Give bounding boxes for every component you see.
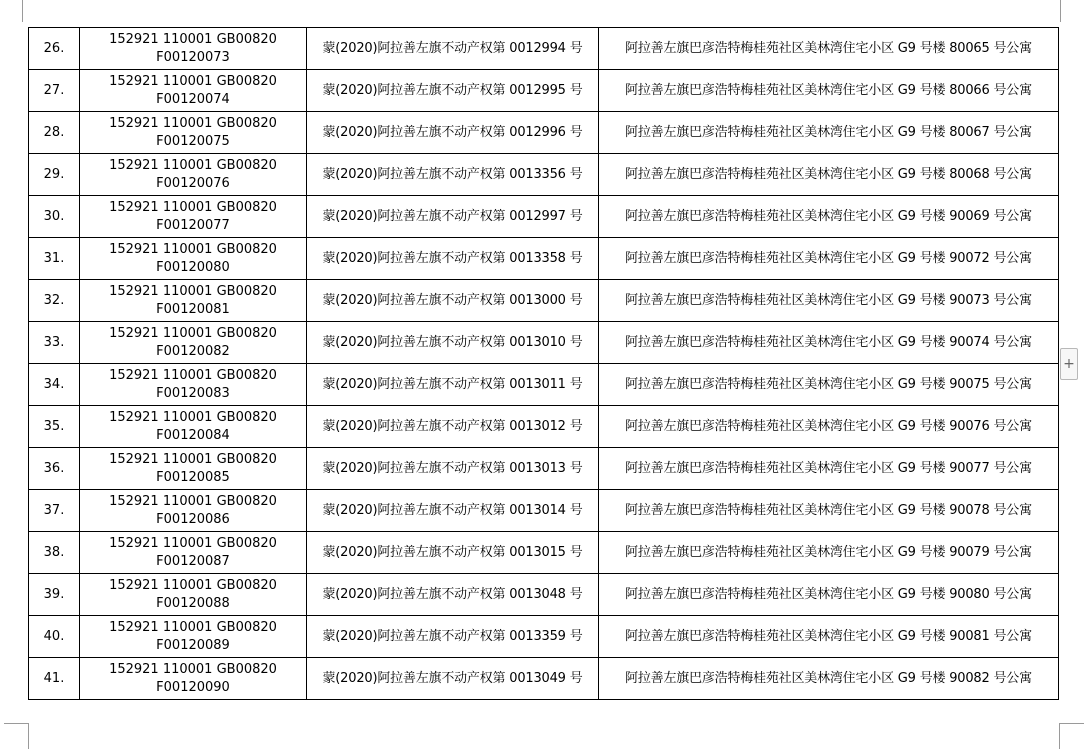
row-number-cell[interactable]: 40. (29, 616, 80, 658)
row-number-cell[interactable]: 27. (29, 70, 80, 112)
row-number-cell[interactable]: 29. (29, 154, 80, 196)
unit-code-cell[interactable] (80, 196, 307, 238)
certificate-number-cell[interactable]: 蒙(2020)阿拉善左旗不动产权第 0013014 号 (307, 490, 599, 532)
table-row (29, 658, 1059, 700)
table-row (29, 616, 1059, 658)
property-address-cell[interactable]: 阿拉善左旗巴彦浩特梅桂苑社区美林湾住宅小区 G9 号楼 90075 号公寓 (599, 364, 1059, 406)
table-row (29, 280, 1059, 322)
row-number-cell[interactable]: 31. (29, 238, 80, 280)
unit-code-line-1: 152921 110001 GB00820 (109, 661, 277, 677)
unit-code-line-1: 152921 110001 GB00820 (109, 367, 277, 383)
property-address-cell[interactable]: 阿拉善左旗巴彦浩特梅桂苑社区美林湾住宅小区 G9 号楼 80068 号公寓 (599, 154, 1059, 196)
crop-mark-top-right (1060, 0, 1061, 22)
unit-code-line-2: F00120076 (156, 175, 230, 191)
property-address-cell[interactable]: 阿拉善左旗巴彦浩特梅桂苑社区美林湾住宅小区 G9 号楼 90072 号公寓 (599, 238, 1059, 280)
unit-code-line-1: 152921 110001 GB00820 (109, 157, 277, 173)
table-row (29, 154, 1059, 196)
row-number-cell[interactable]: 34. (29, 364, 80, 406)
row-number-cell[interactable]: 36. (29, 448, 80, 490)
unit-code-line-1: 152921 110001 GB00820 (109, 283, 277, 299)
table-body (29, 28, 1059, 700)
unit-code-line-1: 152921 110001 GB00820 (109, 31, 277, 47)
unit-code-cell[interactable] (80, 112, 307, 154)
unit-code-line-2: F00120077 (156, 217, 230, 233)
table-row (29, 112, 1059, 154)
unit-code-line-1: 152921 110001 GB00820 (109, 409, 277, 425)
certificate-number-cell[interactable]: 蒙(2020)阿拉善左旗不动产权第 0013356 号 (307, 154, 599, 196)
row-number-cell[interactable]: 32. (29, 280, 80, 322)
table-row (29, 70, 1059, 112)
certificate-number-cell[interactable]: 蒙(2020)阿拉善左旗不动产权第 0012994 号 (307, 28, 599, 70)
unit-code-line-2: F00120081 (156, 301, 230, 317)
unit-code-cell[interactable] (80, 616, 307, 658)
unit-code-line-2: F00120087 (156, 553, 230, 569)
property-address-cell[interactable]: 阿拉善左旗巴彦浩特梅桂苑社区美林湾住宅小区 G9 号楼 80066 号公寓 (599, 70, 1059, 112)
row-number-cell[interactable]: 41. (29, 658, 80, 700)
unit-code-cell[interactable] (80, 28, 307, 70)
property-record-table (28, 27, 1059, 700)
unit-code-line-2: F00120080 (156, 259, 230, 275)
certificate-number-cell[interactable]: 蒙(2020)阿拉善左旗不动产权第 0012997 号 (307, 196, 599, 238)
unit-code-line-1: 152921 110001 GB00820 (109, 451, 277, 467)
row-number-cell[interactable]: 38. (29, 532, 80, 574)
unit-code-cell[interactable] (80, 448, 307, 490)
table-row (29, 196, 1059, 238)
row-number-cell[interactable]: 28. (29, 112, 80, 154)
row-number-cell[interactable]: 26. (29, 28, 80, 70)
crop-mark-bottom-right (1059, 723, 1060, 749)
unit-code-cell[interactable] (80, 238, 307, 280)
crop-mark-bottom-left (28, 723, 29, 749)
crop-mark-bottom-left (4, 723, 28, 724)
crop-mark-bottom-right (1060, 723, 1084, 724)
unit-code-cell[interactable] (80, 154, 307, 196)
row-number-cell[interactable]: 35. (29, 406, 80, 448)
property-address-cell[interactable]: 阿拉善左旗巴彦浩特梅桂苑社区美林湾住宅小区 G9 号楼 80065 号公寓 (599, 28, 1059, 70)
certificate-number-cell[interactable]: 蒙(2020)阿拉善左旗不动产权第 0013000 号 (307, 280, 599, 322)
certificate-number-cell[interactable]: 蒙(2020)阿拉善左旗不动产权第 0013358 号 (307, 238, 599, 280)
unit-code-line-1: 152921 110001 GB00820 (109, 241, 277, 257)
certificate-number-cell[interactable]: 蒙(2020)阿拉善左旗不动产权第 0013012 号 (307, 406, 599, 448)
unit-code-line-2: F00120074 (156, 91, 230, 107)
unit-code-line-1: 152921 110001 GB00820 (109, 535, 277, 551)
certificate-number-cell[interactable]: 蒙(2020)阿拉善左旗不动产权第 0013011 号 (307, 364, 599, 406)
unit-code-cell[interactable] (80, 574, 307, 616)
unit-code-line-2: F00120088 (156, 595, 230, 611)
table-row (29, 490, 1059, 532)
table-row (29, 364, 1059, 406)
unit-code-line-1: 152921 110001 GB00820 (109, 199, 277, 215)
unit-code-cell[interactable] (80, 532, 307, 574)
unit-code-line-2: F00120086 (156, 511, 230, 527)
unit-code-cell[interactable] (80, 406, 307, 448)
table-row (29, 574, 1059, 616)
unit-code-line-2: F00120082 (156, 343, 230, 359)
crop-mark-top-left (22, 0, 23, 22)
unit-code-cell[interactable] (80, 490, 307, 532)
certificate-number-cell[interactable]: 蒙(2020)阿拉善左旗不动产权第 0013010 号 (307, 322, 599, 364)
property-address-cell[interactable]: 阿拉善左旗巴彦浩特梅桂苑社区美林湾住宅小区 G9 号楼 90073 号公寓 (599, 280, 1059, 322)
certificate-number-cell[interactable]: 蒙(2020)阿拉善左旗不动产权第 0013013 号 (307, 448, 599, 490)
certificate-number-cell[interactable]: 蒙(2020)阿拉善左旗不动产权第 0013359 号 (307, 616, 599, 658)
certificate-number-cell[interactable]: 蒙(2020)阿拉善左旗不动产权第 0012995 号 (307, 70, 599, 112)
unit-code-line-2: F00120075 (156, 133, 230, 149)
property-address-cell[interactable]: 阿拉善左旗巴彦浩特梅桂苑社区美林湾住宅小区 G9 号楼 90069 号公寓 (599, 196, 1059, 238)
row-number-cell[interactable]: 37. (29, 490, 80, 532)
property-address-cell[interactable]: 阿拉善左旗巴彦浩特梅桂苑社区美林湾住宅小区 G9 号楼 90074 号公寓 (599, 322, 1059, 364)
table-row (29, 28, 1059, 70)
unit-code-line-1: 152921 110001 GB00820 (109, 493, 277, 509)
unit-code-cell[interactable] (80, 280, 307, 322)
unit-code-cell[interactable] (80, 658, 307, 700)
table-add-row-button[interactable] (1060, 348, 1078, 380)
property-address-cell[interactable]: 阿拉善左旗巴彦浩特梅桂苑社区美林湾住宅小区 G9 号楼 90078 号公寓 (599, 490, 1059, 532)
plus-icon: + (1063, 356, 1075, 372)
unit-code-line-2: F00120089 (156, 637, 230, 653)
property-address-cell[interactable]: 阿拉善左旗巴彦浩特梅桂苑社区美林湾住宅小区 G9 号楼 90081 号公寓 (599, 616, 1059, 658)
table-row (29, 532, 1059, 574)
property-address-cell[interactable]: 阿拉善左旗巴彦浩特梅桂苑社区美林湾住宅小区 G9 号楼 90082 号公寓 (599, 658, 1059, 700)
row-number-cell[interactable]: 33. (29, 322, 80, 364)
table-row (29, 322, 1059, 364)
unit-code-line-1: 152921 110001 GB00820 (109, 619, 277, 635)
unit-code-cell[interactable] (80, 70, 307, 112)
certificate-number-cell[interactable]: 蒙(2020)阿拉善左旗不动产权第 0013015 号 (307, 532, 599, 574)
property-address-cell[interactable]: 阿拉善左旗巴彦浩特梅桂苑社区美林湾住宅小区 G9 号楼 90077 号公寓 (599, 448, 1059, 490)
certificate-number-cell[interactable]: 蒙(2020)阿拉善左旗不动产权第 0012996 号 (307, 112, 599, 154)
unit-code-line-1: 152921 110001 GB00820 (109, 325, 277, 341)
unit-code-line-2: F00120090 (156, 679, 230, 695)
certificate-number-cell[interactable]: 蒙(2020)阿拉善左旗不动产权第 0013049 号 (307, 658, 599, 700)
certificate-number-cell[interactable]: 蒙(2020)阿拉善左旗不动产权第 0013048 号 (307, 574, 599, 616)
row-number-cell[interactable]: 30. (29, 196, 80, 238)
property-address-cell[interactable]: 阿拉善左旗巴彦浩特梅桂苑社区美林湾住宅小区 G9 号楼 90076 号公寓 (599, 406, 1059, 448)
property-address-cell[interactable]: 阿拉善左旗巴彦浩特梅桂苑社区美林湾住宅小区 G9 号楼 90080 号公寓 (599, 574, 1059, 616)
unit-code-line-2: F00120083 (156, 385, 230, 401)
unit-code-line-1: 152921 110001 GB00820 (109, 73, 277, 89)
table-row (29, 406, 1059, 448)
unit-code-line-2: F00120073 (156, 49, 230, 65)
unit-code-cell[interactable] (80, 364, 307, 406)
unit-code-line-2: F00120084 (156, 427, 230, 443)
table-row (29, 448, 1059, 490)
unit-code-line-1: 152921 110001 GB00820 (109, 577, 277, 593)
property-address-cell[interactable]: 阿拉善左旗巴彦浩特梅桂苑社区美林湾住宅小区 G9 号楼 80067 号公寓 (599, 112, 1059, 154)
unit-code-cell[interactable] (80, 322, 307, 364)
unit-code-line-1: 152921 110001 GB00820 (109, 115, 277, 131)
unit-code-line-2: F00120085 (156, 469, 230, 485)
property-address-cell[interactable]: 阿拉善左旗巴彦浩特梅桂苑社区美林湾住宅小区 G9 号楼 90079 号公寓 (599, 532, 1059, 574)
table-row (29, 238, 1059, 280)
row-number-cell[interactable]: 39. (29, 574, 80, 616)
